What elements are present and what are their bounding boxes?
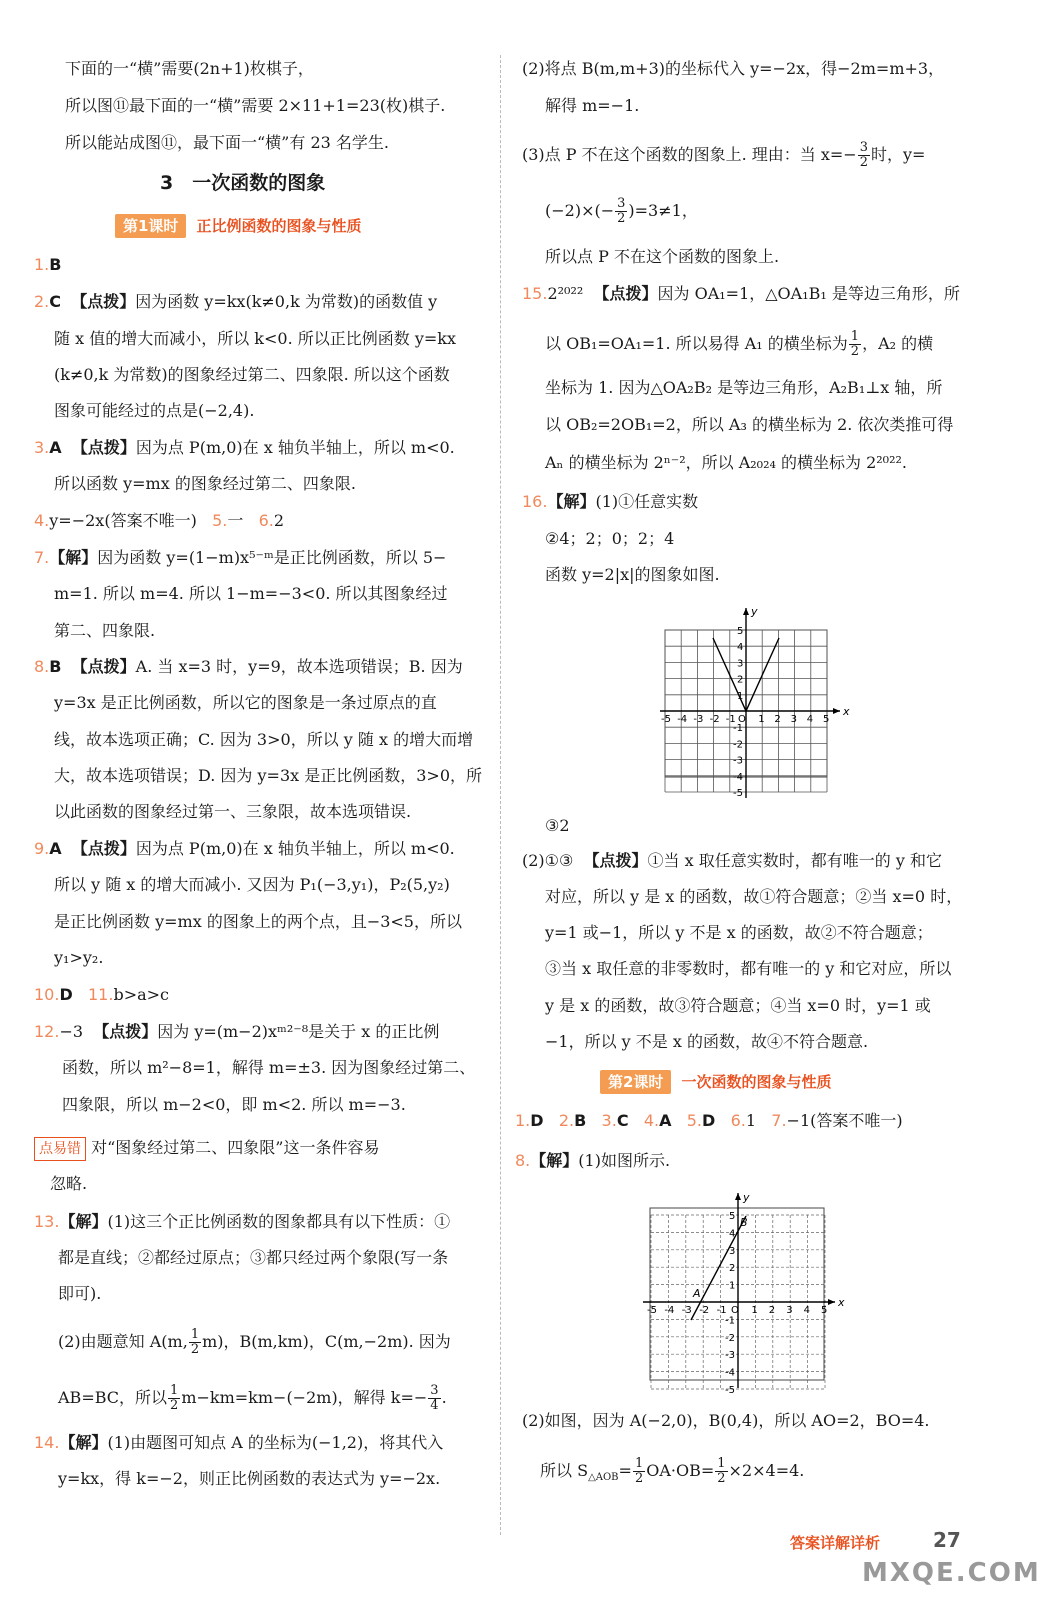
question-8-right: 8.【解】(1)如图所示. [515, 1151, 671, 1170]
text-line: (k≠0,k 为常数)的图象经过第二、四象限. 所以这个函数 [54, 365, 450, 384]
fraction: $\frac{1}{2}$ [850, 329, 860, 359]
y-tick-label: 1 [729, 1280, 736, 1292]
x-tick-label: 5 [823, 714, 830, 725]
question-2: 2.C 【点拨】因为函数 y=kx(k≠0,k 为常数)的函数值 y [34, 292, 438, 311]
text-line: y=1 或−1，所以 y 不是 x 的函数，故②不符合题意； [545, 923, 933, 942]
text-line: 所以点 P 不在这个函数的图象上. [545, 247, 780, 266]
text-line: ③2 [545, 816, 570, 835]
text-line: 函数，所以 m²−8=1，解得 m=±3. 因为图象经过第二、 [62, 1058, 476, 1077]
text-line: ②4；2；0；2；4 [545, 529, 675, 548]
section-title: 3 一次函数的图象 [160, 172, 326, 194]
question-1: 1.B [34, 255, 62, 274]
x-label: x [838, 1296, 845, 1309]
text-line: 线，故本选项正确；C. 因为 3>0，所以 y 随 x 的增大而增 [54, 730, 474, 749]
question-4-6: 4.y=−2x(答案不唯一) 5.一 6.2 [34, 511, 285, 530]
x-axis-arrow [828, 1299, 835, 1305]
text-line: y=kx，得 k=−2，则正比例函数的表达式为 y=−2x. [58, 1469, 441, 1488]
text-line: 随 x 值的增大而减小，所以 k<0. 所以正比例函数 y=kx [54, 329, 456, 348]
y-axis-arrow [735, 1193, 741, 1200]
y-tick-label: -5 [733, 788, 743, 799]
text-line: y=3x 是正比例函数，所以它的图象是一条过原点的直 [54, 693, 437, 712]
x-tick-label: -5 [661, 714, 671, 725]
text-line: (−2)×(− $\frac{3}{2}$ )=3≠1， [545, 196, 698, 226]
text-line: 函数 y=2|x|的图象如图. [545, 565, 720, 584]
y-label: y [751, 605, 758, 618]
x-tick-label: -2 [709, 714, 720, 725]
question-7: 7.【解】因为函数 y=(1−m)x⁵⁻ᵐ是正比例函数，所以 5− [34, 548, 447, 567]
point-a-label: A [693, 1287, 701, 1300]
x-tick-label: -1 [716, 1305, 727, 1316]
x-tick-label: 2 [768, 1305, 776, 1316]
x-tick-label: -5 [647, 1305, 657, 1316]
y-tick-label: -4 [725, 1367, 735, 1379]
text-line: (2)如图，因为 A(−2,0)，B(0,4)，所以 AO=2，BO=4. [522, 1411, 930, 1430]
y-tick-label: 4 [729, 1228, 736, 1240]
page-number: 27 [933, 1528, 961, 1552]
y-tick-label: -3 [733, 755, 743, 767]
error-note: 点易错 对“图象经过第二、四象限”这一条件容易 [34, 1137, 379, 1161]
x-tick-label: 5 [821, 1305, 828, 1316]
text-line: y₁>y₂. [54, 948, 104, 967]
question-13: 13.【解】(1)这三个正比例函数的图象都具有以下性质：① [34, 1212, 451, 1231]
question-16-part2: (2)①③ 【点拨】①当 x 取任意实数时，都有唯一的 y 和它 [522, 851, 942, 870]
y-tick-label: -1 [725, 1315, 735, 1327]
x-label: x [843, 705, 850, 718]
x-tick-label: 4 [803, 1305, 810, 1316]
x-tick-label: -2 [699, 1305, 710, 1316]
question-3: 3.A 【点拨】因为点 P(m,0)在 x 轴负半轴上，所以 m<0. [34, 438, 455, 457]
x-tick-label: 3 [786, 1305, 793, 1316]
area-formula: 所以 $S_{\triangle AOB}=$ $\frac{1}{2}$ OA·OB= $\frac{1}{2}$ ×2×4=4. [540, 1456, 805, 1486]
text-line: 所以图⑪最下面的一“横”需要 2×11+1=23(枚)棋子. [65, 96, 446, 115]
graph-y-2abs-x [655, 603, 855, 803]
y-tick-label: 4 [737, 642, 744, 654]
text-line: 四象限，所以 m−2<0，即 m<2. 所以 m=−3. [62, 1095, 406, 1114]
y-tick-label: 2 [729, 1263, 736, 1275]
watermark: MXQE.COM [862, 1558, 1041, 1588]
origin-label: O [731, 1305, 739, 1316]
text-line: 以 OB₁=OA₁=1. 所以易得 A₁ 的横坐标为 $\frac{1}{2}$ ，A₂ 的横 [545, 329, 934, 359]
question-10-11: 10.D 11.b>a>c [34, 985, 170, 1004]
column-divider [500, 55, 501, 1535]
text-line: 坐标为 1. 因为△OA₂B₂ 是等边三角形，A₂B₁⊥x 轴，所 [545, 378, 943, 397]
point-b-label: B [740, 1216, 748, 1229]
text-line: 解得 m=−1. [545, 96, 640, 115]
x-tick-label: 4 [806, 714, 814, 725]
fraction: $\frac{1}{2}$ [717, 1456, 726, 1486]
y-tick-label: 3 [737, 658, 744, 670]
question-14-part3: (3)点 P 不在这个函数的图象上. 理由：当 x=− $\frac{3}{2}$ 时，y= [522, 140, 926, 170]
text-line: 大，故本选项错误；D. 因为 y=3x 是正比例函数，3>0，所 [54, 766, 483, 785]
text-line: (2)将点 B(m,m+3)的坐标代入 y=−2x，得−2m=m+3， [522, 59, 945, 78]
x-tick-label: -3 [681, 1305, 692, 1316]
footer-label: 答案详解详析 [790, 1534, 881, 1552]
text-line: 以 OB₂=2OB₁=2，所以 A₃ 的横坐标为 2. 依次类推可得 [545, 415, 954, 434]
y-tick-label: -3 [725, 1350, 735, 1362]
error-note-badge: 点易错 [34, 1137, 86, 1161]
y-label: y [743, 1191, 750, 1204]
question-14: 14.【解】(1)由题图可知点 A 的坐标为(−1,2)，将其代入 [34, 1433, 444, 1452]
text-line: 所以能站成图⑪，最下面一“横”有 23 名学生. [65, 133, 389, 152]
graph-line-ab [640, 1190, 850, 1396]
lesson2-header [600, 1070, 831, 1094]
y-tick-label: -2 [733, 739, 743, 751]
x-tick-label: -4 [677, 714, 688, 725]
text-line: y 是 x 的函数，故③符合题意；④当 x=0 时，y=1 或 [545, 996, 931, 1015]
x-tick-label: -4 [664, 1305, 675, 1316]
x-tick-label: -3 [693, 714, 704, 725]
text-line: 忽略. [50, 1174, 88, 1193]
x-tick-label: 1 [758, 714, 765, 725]
y-tick-label: -1 [733, 723, 743, 735]
question-15: 15.2²⁰²² 【点拨】因为 OA₁=1，△OA₁B₁ 是等边三角形，所 [522, 284, 960, 303]
text-line: 下面的一“横”需要(2n+1)枚棋子， [65, 59, 314, 78]
x-tick-label: 3 [790, 714, 797, 725]
x-tick-label: -1 [725, 714, 736, 725]
lesson1-title: 正比例函数的图象与性质 [196, 217, 362, 235]
fraction: $\frac{3}{2}$ [617, 196, 626, 226]
y-tick-label: -5 [725, 1385, 735, 1396]
y-tick-label: 5 [729, 1211, 736, 1222]
x-tick-label: 2 [774, 714, 781, 725]
lesson2-badge: 第2课时 [600, 1070, 671, 1094]
y-tick-label: 5 [737, 626, 744, 637]
text-line: 对应，所以 y 是 x 的函数，故①符合题意；②当 x=0 时， [545, 887, 963, 906]
y-tick-label: 1 [737, 690, 744, 702]
text-line: m=1. 所以 m=4. 所以 1−m=−3<0. 所以其图象经过 [54, 584, 448, 603]
fraction: $\frac{1}{2}$ [634, 1456, 644, 1486]
question-9: 9.A 【点拨】因为点 P(m,0)在 x 轴负半轴上，所以 m<0. [34, 839, 455, 858]
y-tick-label: 3 [729, 1245, 736, 1257]
lesson1-badge: 第1课时 [115, 214, 186, 238]
text-line: 图象可能经过的点是(−2,4). [54, 401, 255, 420]
x-axis-arrow [833, 708, 840, 714]
question-13-part2: (2)由题意知 A(m, $\frac{1}{2}$ m)，B(m,km)，C(m,−2m). 因为 [58, 1327, 451, 1357]
text-line: ③当 x 取任意的非零数时，都有唯一的 y 和它对应，所以 [545, 959, 952, 978]
y-tick-label: -4 [733, 771, 743, 783]
fraction: $\frac{1}{2}$ [190, 1327, 200, 1357]
x-tick-label: 1 [751, 1305, 758, 1316]
question-8: 8.B 【点拨】A. 当 x=3 时，y=9，故本选项错误；B. 因为 [34, 657, 463, 676]
text-line: 即可). [58, 1284, 102, 1303]
y-tick-label: 2 [737, 674, 744, 686]
short-answers: 1.D 2.B 3.C 4.A 5.D 6.1 7.−1(答案不唯一) [515, 1111, 903, 1130]
lesson2-title: 一次函数的图象与性质 [681, 1073, 832, 1091]
question-16: 16.【解】(1)①任意实数 [522, 492, 699, 511]
origin-label: O [738, 714, 746, 725]
text-line: 所以函数 y=mx 的图象经过第二、四象限. [54, 474, 356, 493]
text-line: 是正比例函数 y=mx 的图象上的两个点，且−3<5，所以 [54, 912, 462, 931]
y-tick-label: -2 [725, 1332, 735, 1344]
text-line: −1，所以 y 不是 x 的函数，故④不符合题意. [545, 1032, 869, 1051]
fraction: $\frac{3}{4}$ [430, 1383, 439, 1413]
text-line: 都是直线；②都经过原点；③都只经过两个象限(写一条 [58, 1248, 449, 1267]
text-line: 所以 y 随 x 的增大而减小. 又因为 P₁(−3,y₁)，P₂(5,y₂) [54, 875, 450, 894]
question-13-part3: AB=BC，所以 $\frac{1}{2}$ m−km=km−(−2m)，解得 k=− $\frac{3}{4}$ . [58, 1383, 447, 1413]
text-line: 第二、四象限. [54, 621, 156, 640]
y-axis-arrow [743, 608, 749, 615]
lesson1-header [115, 214, 361, 238]
fraction: $\frac{1}{2}$ [170, 1383, 179, 1413]
text-line: Aₙ 的横坐标为 2ⁿ⁻²，所以 A₂₀₂₄ 的横坐标为 2²⁰²². [545, 453, 908, 472]
question-12: 12.−3 【点拨】因为 y=(m−2)xᵐ²⁻⁸是关于 x 的正比例 [34, 1022, 440, 1041]
fraction: $\frac{3}{2}$ [859, 140, 868, 170]
text-line: 以此函数的图象经过第一、三象限，故本选项错误. [54, 802, 412, 821]
